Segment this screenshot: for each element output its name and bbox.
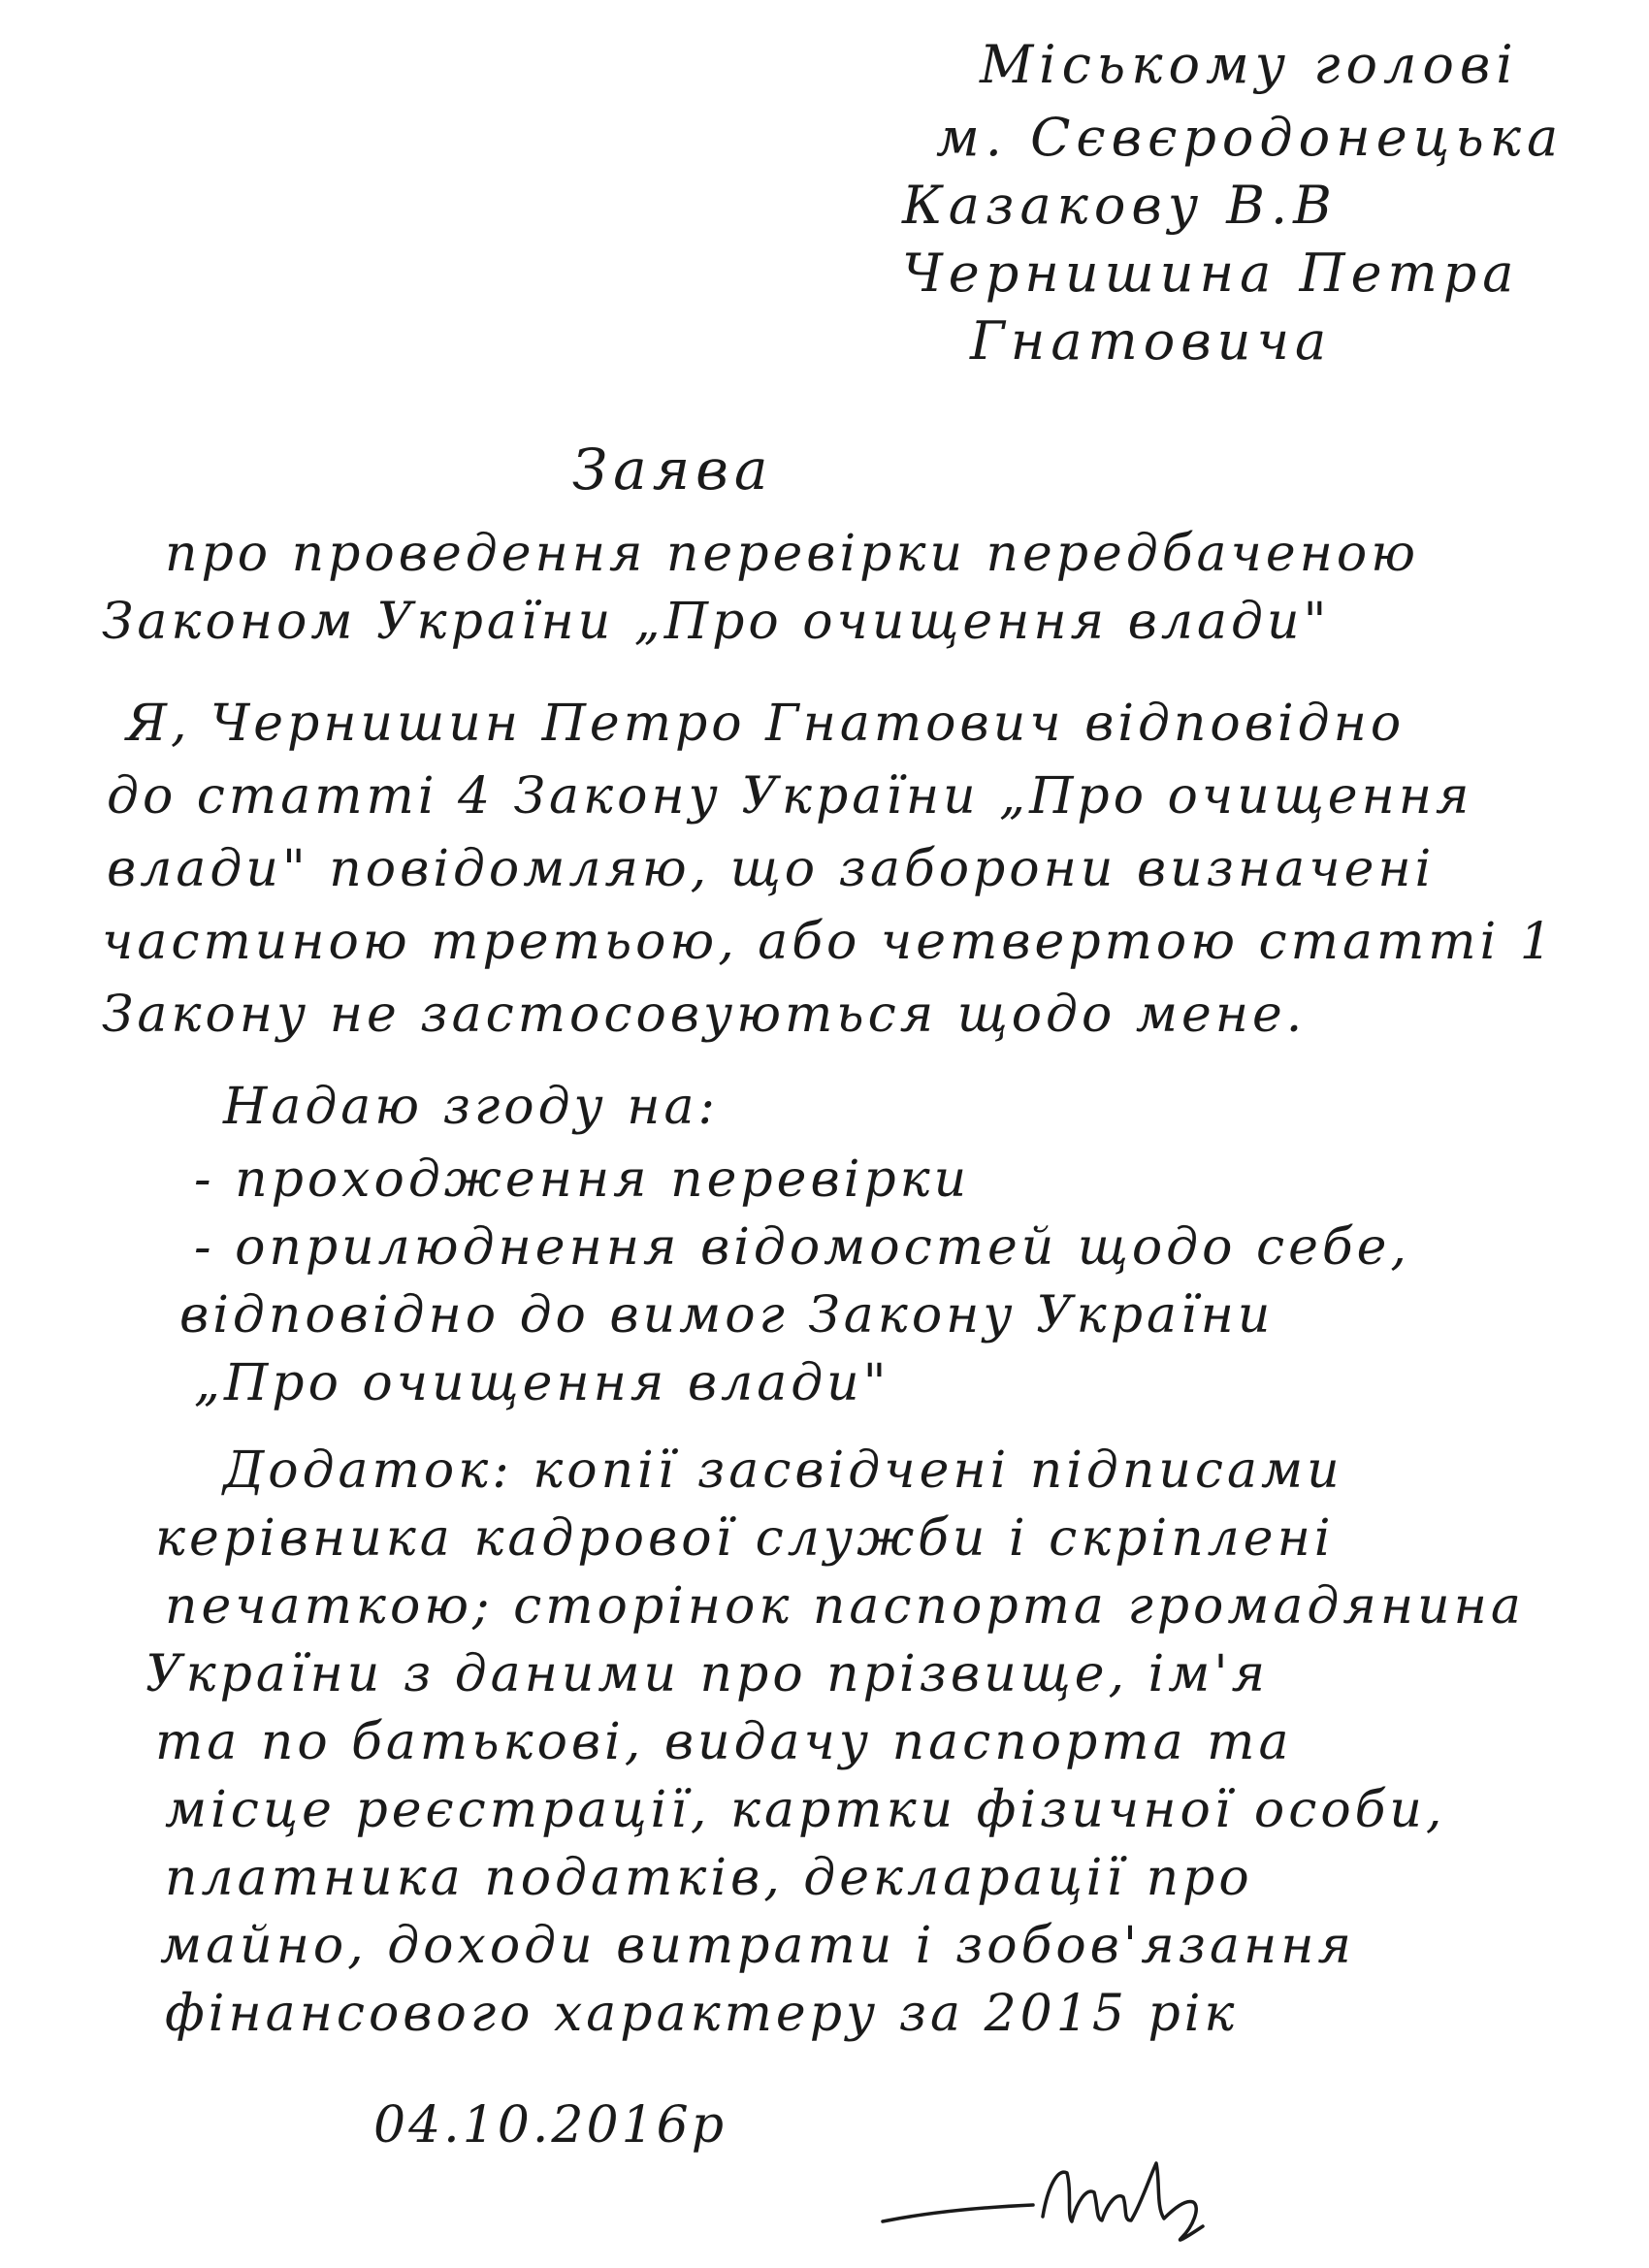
- statement-line-1: Я, Чернишин Петро Гнатович відповідно: [126, 695, 1406, 753]
- consent-line-5: „Про очищення влади": [194, 1354, 890, 1412]
- statement-line-5: Закону не застосовуються щодо мене.: [102, 986, 1307, 1044]
- appendix-line-5: та по батькові, видачу паспорта та: [155, 1713, 1293, 1771]
- recipient-line-4: Чернишина Петра: [902, 243, 1520, 304]
- appendix-line-4: України з даними про прізвище, ім'я: [146, 1645, 1270, 1703]
- subject-line-1: про проведення перевірки передбаченою: [165, 525, 1419, 583]
- consent-line-2: - проходження перевірки: [194, 1150, 971, 1209]
- recipient-line-1: Міському голові: [980, 34, 1519, 95]
- appendix-line-2: керівника кадрової служби і скріплені: [155, 1509, 1335, 1568]
- statement-line-2: до статті 4 Закону України „Про очищення: [107, 767, 1473, 826]
- consent-line-1: Надаю згоду на:: [223, 1078, 719, 1136]
- recipient-line-2: м. Сєвєродонецька: [936, 107, 1565, 168]
- consent-line-4: відповідно до вимог Закону України: [179, 1286, 1275, 1345]
- appendix-line-9: фінансового характеру за 2015 рік: [165, 1985, 1239, 2043]
- recipient-line-3: Казакову В.В: [902, 175, 1338, 236]
- handwritten-signature-icon: [873, 2149, 1242, 2246]
- page-title: Заява: [572, 437, 774, 502]
- appendix-line-8: майно, доходи витрати і зобов'язання: [160, 1917, 1355, 1975]
- consent-line-3: - оприлюднення відомостей щодо себе,: [194, 1218, 1410, 1277]
- subject-line-2: Законом України „Про очищення влади": [102, 593, 1331, 651]
- appendix-line-7: платника податків, декларації про: [165, 1849, 1253, 1907]
- recipient-line-5: Гнатовича: [970, 310, 1333, 372]
- appendix-line-6: місце реєстрації, картки фізичної особи,: [165, 1781, 1446, 1839]
- appendix-line-3: печаткою; сторінок паспорта громадянина: [165, 1577, 1525, 1636]
- statement-line-4: частиною третьою, або четвертою статті 1: [102, 913, 1556, 971]
- statement-line-3: влади" повідомляю, що заборони визначені: [107, 840, 1436, 898]
- appendix-line-1: Додаток: копії засвідчені підписами: [223, 1442, 1343, 1500]
- date: 04.10.2016р: [373, 2096, 728, 2155]
